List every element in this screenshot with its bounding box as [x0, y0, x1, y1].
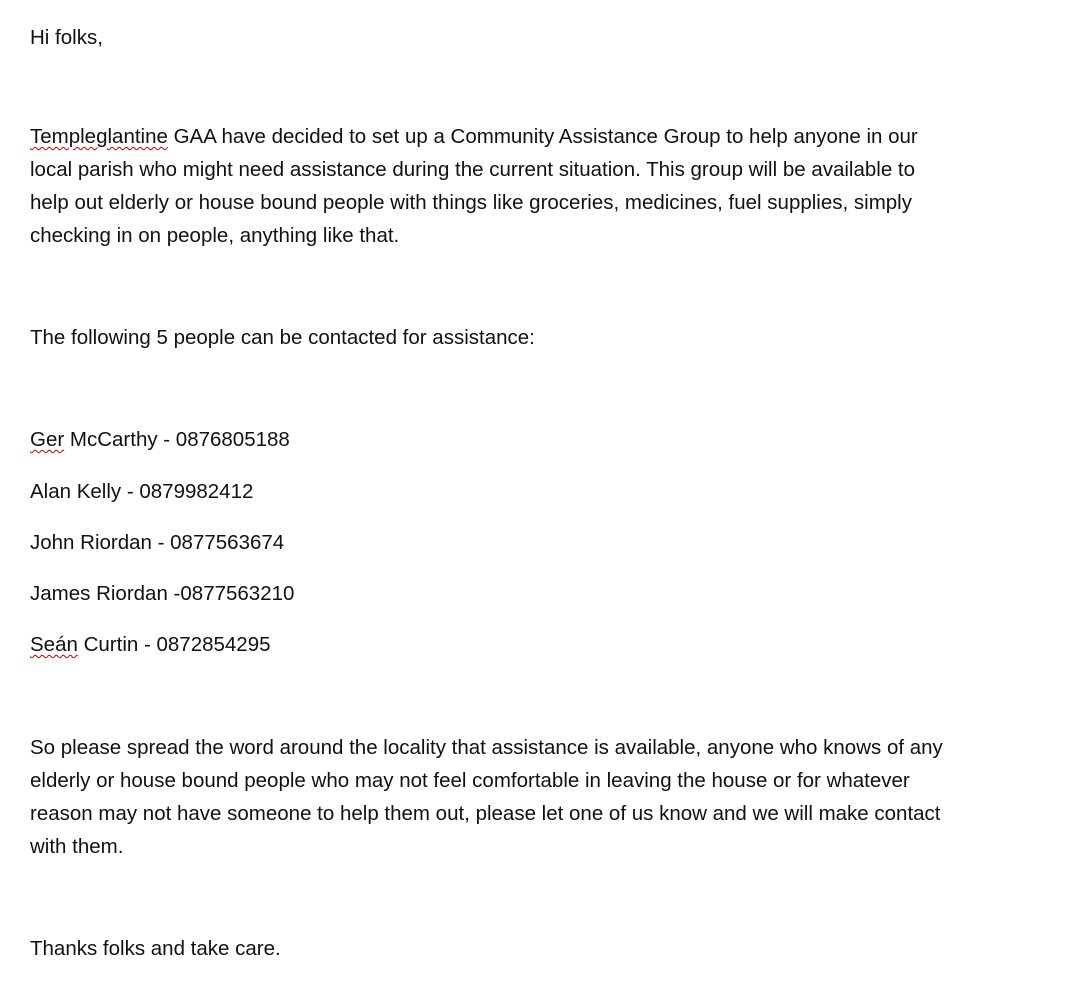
contacts-intro-text: The following 5 people can be contacted for assistance: [30, 326, 535, 349]
intro-line-1: Templeglantine GAA have decided to set up a Community Assistance Group to help anyone in our [30, 125, 918, 148]
contact-item-2: Alan Kelly - 0879982412 [30, 480, 254, 503]
contact-item-1: Ger McCarthy - 0876805188 [30, 428, 290, 451]
closing-paragraph [30, 731, 943, 863]
intro-line-2: local parish who might need assistance during the current situation. This group will be available to [30, 158, 916, 181]
spellcheck-flagged-word[interactable]: Seán [30, 633, 78, 656]
closing-line-4: with them. [30, 835, 124, 858]
greeting-text: Hi folks, [30, 26, 103, 49]
closing-line-1: So please spread the word around the locality that assistance is available, anyone who knows of any [30, 736, 943, 759]
intro-paragraph [30, 120, 918, 252]
contact-item-3: John Riordan - 0877563674 [30, 531, 285, 554]
contact-item-5: Seán Curtin - 0872854295 [30, 633, 271, 656]
intro-line-4: checking in on people, anything like that. [30, 224, 400, 247]
signoff-text: Thanks folks and take care. [30, 937, 281, 960]
contact-item-4: James Riordan -0877563210 [30, 582, 295, 605]
closing-line-2: elderly or house bound people who may not feel comfortable in leaving the house or for whatever [30, 769, 910, 792]
closing-line-3: reason may not have someone to help them out, please let one of us know and we will make contact [30, 802, 941, 825]
spellcheck-flagged-word[interactable]: Templeglantine [30, 125, 168, 148]
spellcheck-flagged-word[interactable]: Ger [30, 428, 65, 451]
intro-line-3: help out elderly or house bound people with things like groceries, medicines, fuel supplies, simply [30, 191, 912, 214]
